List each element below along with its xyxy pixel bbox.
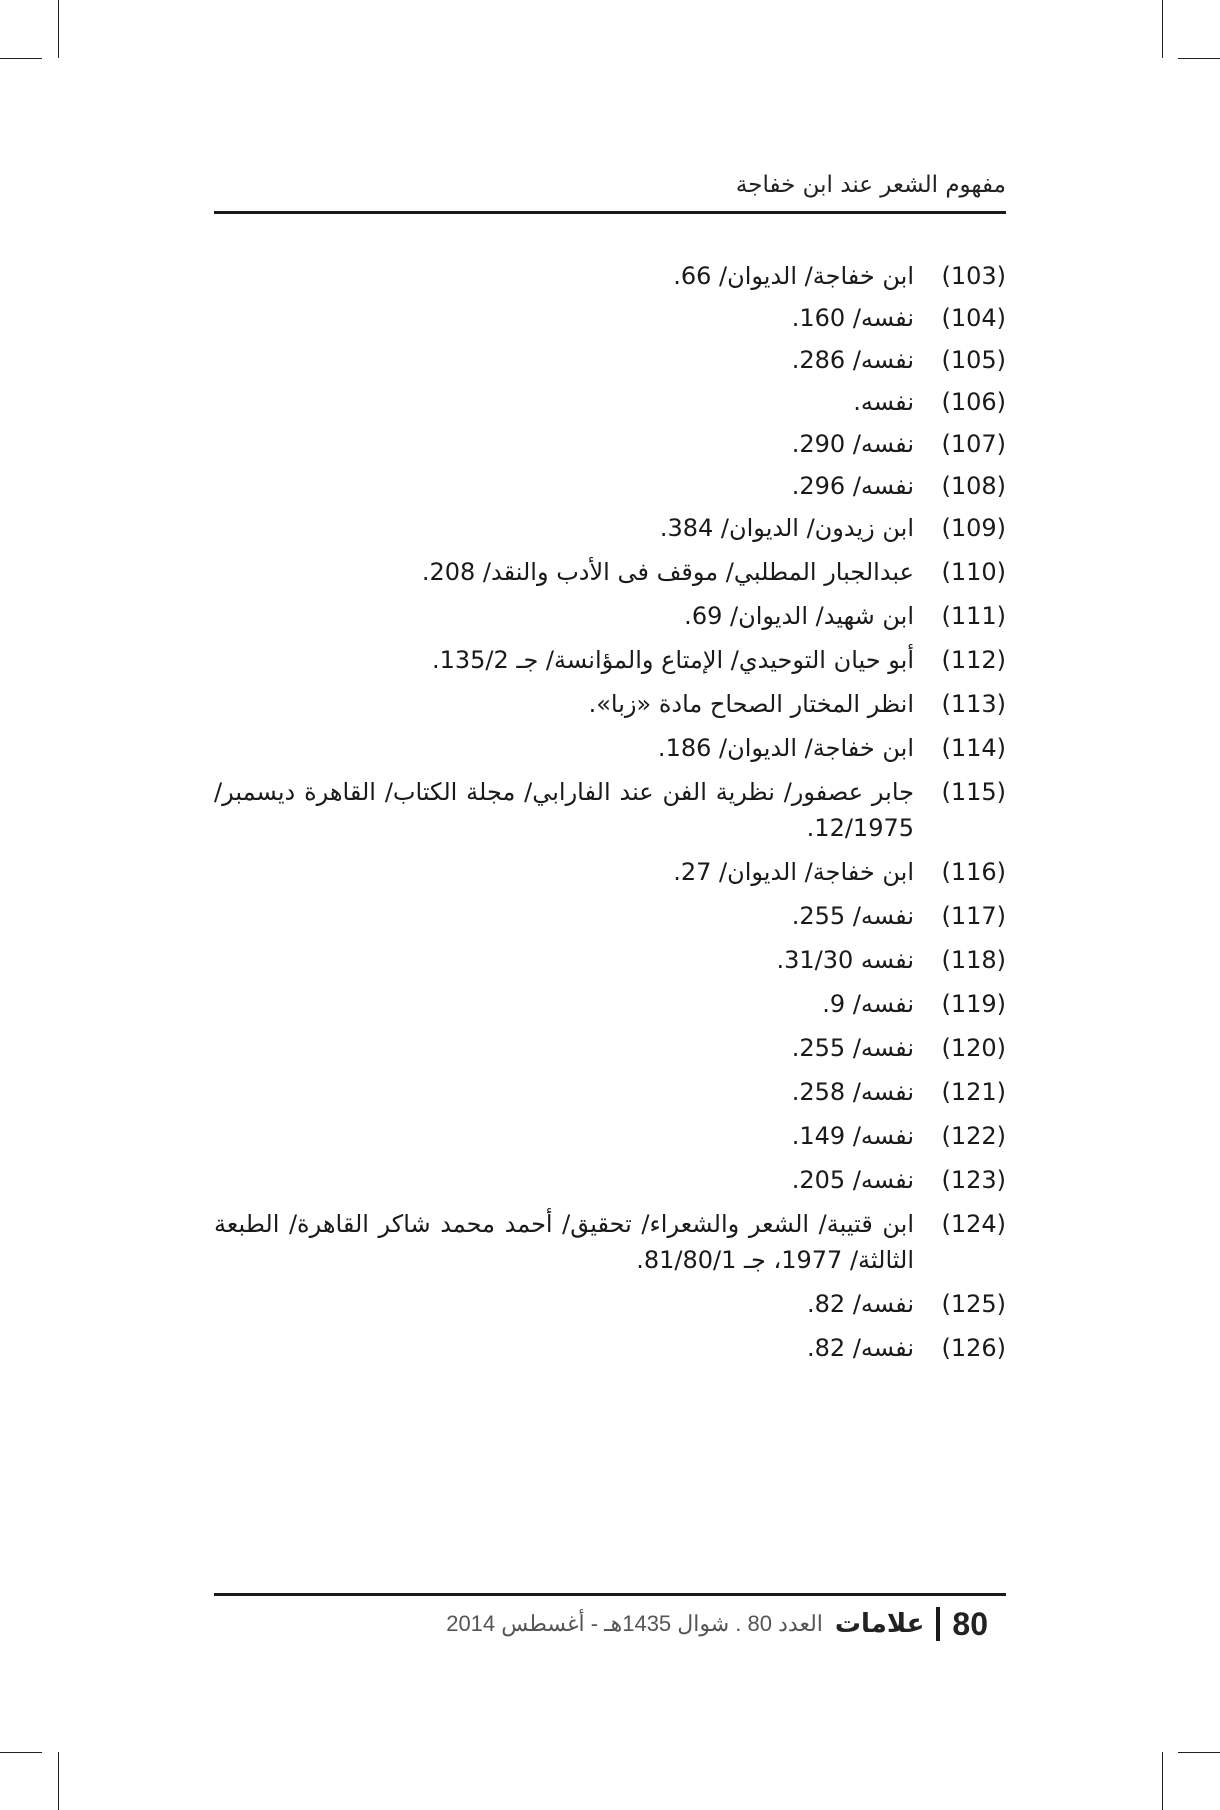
endnote-text: نفسه/ 149. (791, 1122, 914, 1150)
endnote-number: (106) (941, 388, 1006, 416)
endnote-number: (124) (941, 1210, 1006, 1238)
crop-mark (0, 1752, 42, 1753)
crop-mark (1162, 1752, 1163, 1810)
endnote-item (214, 1162, 1006, 1198)
endnote-text: نفسه/ 296. (791, 472, 914, 500)
endnote-text: نفسه/ 160. (791, 304, 914, 332)
footer-divider (936, 1607, 940, 1641)
endnote-item (214, 898, 1006, 934)
endnote-text: نفسه/ 258. (791, 1078, 914, 1106)
endnote-item (214, 468, 1006, 504)
endnote-item (214, 774, 1006, 846)
endnote-text: نفسه/ 290. (791, 430, 914, 458)
endnote-text: ابن خفاجة/ الديوان/ 186. (657, 734, 914, 762)
endnote-text: نفسه. (853, 388, 914, 416)
endnote-item (214, 598, 1006, 634)
endnote-item (214, 342, 1006, 378)
issue-info: العدد 80 . شوال 1435هـ - أغسطس 2014 (446, 1611, 823, 1636)
endnote-text: نفسه/ 255. (791, 902, 914, 930)
endnote-number: (109) (941, 514, 1006, 542)
crop-mark (1162, 0, 1163, 58)
endnote-item (214, 1118, 1006, 1154)
journal-logo: علامات (834, 1609, 925, 1639)
header-rule (214, 211, 1006, 214)
footer-rule (214, 1593, 1006, 1596)
endnote-text: ابن خفاجة/ الديوان/ 66. (673, 262, 914, 290)
endnote-number: (107) (941, 430, 1006, 458)
endnote-item (214, 384, 1006, 420)
endnote-item (214, 1286, 1006, 1322)
endnote-text: نفسه/ 82. (807, 1334, 914, 1362)
endnote-item (214, 1030, 1006, 1066)
endnote-text: أبو حيان التوحيدي/ الإمتاع والمؤانسة/ جـ 135/2. (431, 646, 914, 674)
endnote-number: (126) (941, 1334, 1006, 1362)
endnotes-list (214, 258, 1006, 1374)
endnote-number: (105) (941, 346, 1006, 374)
page-footer (446, 1604, 988, 1644)
endnote-number: (113) (941, 690, 1006, 718)
endnote-number: (110) (941, 558, 1006, 586)
endnote-item (214, 854, 1006, 890)
endnote-number: (108) (941, 472, 1006, 500)
endnote-item (214, 942, 1006, 978)
endnote-number: (104) (941, 304, 1006, 332)
endnote-text: ابن زيدون/ الديوان/ 384. (659, 514, 914, 542)
endnote-item (214, 1206, 1006, 1278)
crop-mark (58, 1752, 59, 1810)
endnote-number: (122) (941, 1122, 1006, 1150)
crop-mark (0, 58, 42, 59)
endnote-text: ابن خفاجة/ الديوان/ 27. (673, 858, 914, 886)
endnote-item (214, 986, 1006, 1022)
crop-mark (1178, 58, 1220, 59)
endnote-item (214, 686, 1006, 722)
endnote-item (214, 300, 1006, 336)
endnote-number: (115) (941, 778, 1006, 806)
endnote-number: (119) (941, 990, 1006, 1018)
running-title: مفهوم الشعر عند ابن خفاجة (735, 172, 1006, 198)
endnote-number: (111) (941, 602, 1006, 630)
endnote-text: نفسه/ 286. (791, 346, 914, 374)
endnote-text: نفسه/ 255. (791, 1034, 914, 1062)
endnote-item (214, 1074, 1006, 1110)
endnote-text: نفسه 31/30. (776, 946, 914, 974)
endnote-text: ابن شهيد/ الديوان/ 69. (684, 602, 914, 630)
endnote-number: (116) (941, 858, 1006, 886)
endnote-text: ابن قتيبة/ الشعر والشعراء/ تحقيق/ أحمد محمد شاكر القاهرة/ الطبعة الثالثة/ 1977، جـ 81/80/1. (214, 1210, 914, 1274)
endnote-text: نفسه/ 205. (791, 1166, 914, 1194)
endnote-text: انظر المختار الصحاح مادة «زبا». (588, 690, 914, 718)
endnote-text: نفسه/ 82. (807, 1290, 914, 1318)
endnote-text: جابر عصفور/ نظرية الفن عند الفارابي/ مجلة الكتاب/ القاهرة ديسمبر/ 12/1975. (214, 778, 914, 842)
endnote-number: (125) (941, 1290, 1006, 1318)
endnote-text: نفسه/ 9. (822, 990, 914, 1018)
endnote-number: (112) (941, 646, 1006, 674)
endnote-number: (103) (941, 262, 1006, 290)
endnote-item (214, 258, 1006, 294)
endnote-number: (117) (941, 902, 1006, 930)
endnote-number: (121) (941, 1078, 1006, 1106)
endnote-text: عبدالجبار المطلبي/ موقف فى الأدب والنقد/ 208. (421, 558, 914, 586)
crop-mark (58, 0, 59, 58)
endnote-item (214, 642, 1006, 678)
endnote-number: (118) (941, 946, 1006, 974)
endnote-number: (120) (941, 1034, 1006, 1062)
endnote-item (214, 554, 1006, 590)
crop-mark (1178, 1752, 1220, 1753)
endnote-item (214, 730, 1006, 766)
endnote-item (214, 426, 1006, 462)
page-number: 80 (952, 1605, 988, 1642)
endnote-item (214, 1330, 1006, 1366)
endnote-number: (114) (941, 734, 1006, 762)
endnote-item (214, 510, 1006, 546)
endnote-number: (123) (941, 1166, 1006, 1194)
